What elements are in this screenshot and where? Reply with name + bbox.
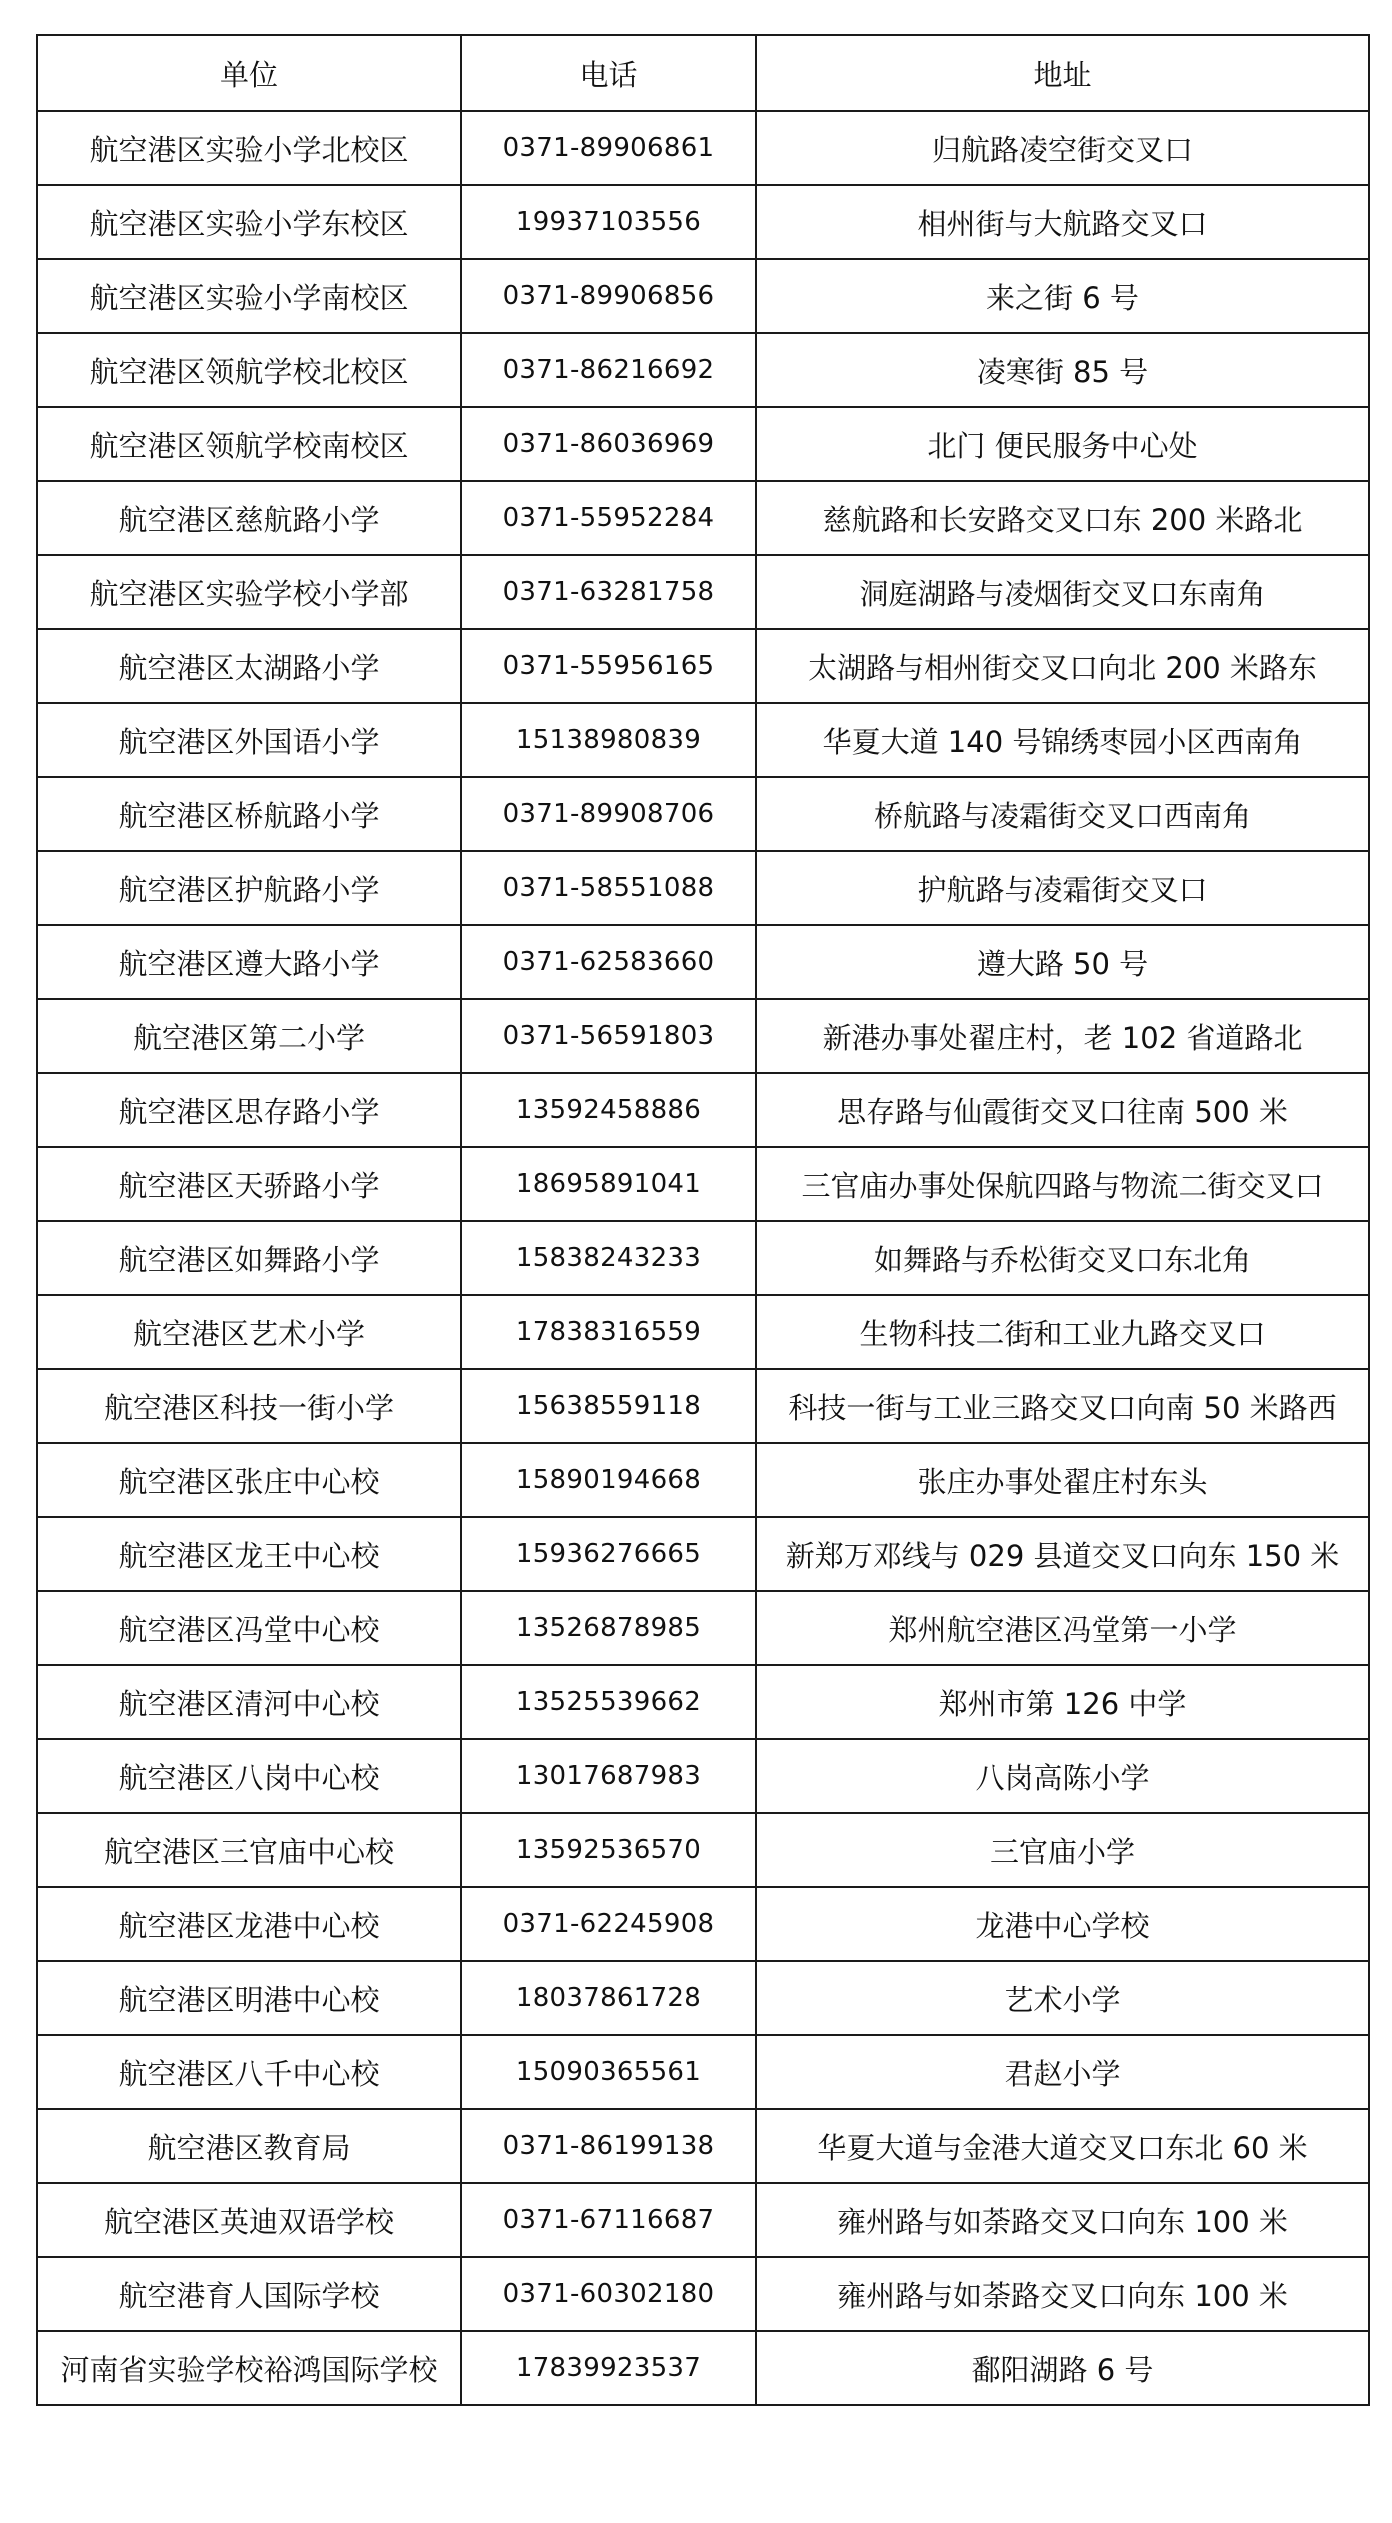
cell-address: 太湖路与相州街交叉口向北 200 米路东 [756, 629, 1369, 703]
header-address: 地址 [756, 35, 1369, 111]
cell-unit: 航空港区张庄中心校 [37, 1443, 461, 1517]
cell-address: 桥航路与凌霜街交叉口西南角 [756, 777, 1369, 851]
cell-phone: 15890194668 [461, 1443, 756, 1517]
cell-unit: 航空港区八千中心校 [37, 2035, 461, 2109]
cell-unit: 航空港区实验小学东校区 [37, 185, 461, 259]
cell-phone: 0371-63281758 [461, 555, 756, 629]
table-row [37, 111, 1369, 185]
cell-phone: 0371-89906861 [461, 111, 756, 185]
cell-unit: 航空港区第二小学 [37, 999, 461, 1073]
cell-phone: 0371-55956165 [461, 629, 756, 703]
cell-address: 华夏大道 140 号锦绣枣园小区西南角 [756, 703, 1369, 777]
cell-phone: 17838316559 [461, 1295, 756, 1369]
cell-address: 华夏大道与金港大道交叉口东北 60 米 [756, 2109, 1369, 2183]
cell-phone: 0371-56591803 [461, 999, 756, 1073]
cell-unit: 航空港区遵大路小学 [37, 925, 461, 999]
cell-phone: 13525539662 [461, 1665, 756, 1739]
cell-unit: 航空港区龙王中心校 [37, 1517, 461, 1591]
cell-address: 来之街 6 号 [756, 259, 1369, 333]
table-row [37, 2257, 1369, 2331]
table-row [37, 481, 1369, 555]
header-phone: 电话 [461, 35, 756, 111]
cell-phone: 0371-86199138 [461, 2109, 756, 2183]
cell-phone: 13592458886 [461, 1073, 756, 1147]
table-row [37, 629, 1369, 703]
cell-address: 郑州航空港区冯堂第一小学 [756, 1591, 1369, 1665]
table-row [37, 1961, 1369, 2035]
cell-phone: 0371-62245908 [461, 1887, 756, 1961]
table-row [37, 1665, 1369, 1739]
cell-unit: 航空港区太湖路小学 [37, 629, 461, 703]
cell-unit: 航空港区外国语小学 [37, 703, 461, 777]
cell-unit: 航空港区实验小学南校区 [37, 259, 461, 333]
cell-address: 归航路凌空街交叉口 [756, 111, 1369, 185]
table-row [37, 1517, 1369, 1591]
cell-phone: 15090365561 [461, 2035, 756, 2109]
cell-unit: 航空港区实验学校小学部 [37, 555, 461, 629]
cell-phone: 0371-55952284 [461, 481, 756, 555]
cell-address: 遵大路 50 号 [756, 925, 1369, 999]
cell-unit: 航空港区天骄路小学 [37, 1147, 461, 1221]
table-row [37, 999, 1369, 1073]
cell-address: 龙港中心学校 [756, 1887, 1369, 1961]
cell-address: 八岗高陈小学 [756, 1739, 1369, 1813]
cell-phone: 0371-89906856 [461, 259, 756, 333]
cell-address: 生物科技二街和工业九路交叉口 [756, 1295, 1369, 1369]
table-row [37, 407, 1369, 481]
table-row [37, 1739, 1369, 1813]
cell-unit: 航空港区桥航路小学 [37, 777, 461, 851]
table-row [37, 2331, 1369, 2405]
cell-phone: 17839923537 [461, 2331, 756, 2405]
cell-address: 慈航路和长安路交叉口东 200 米路北 [756, 481, 1369, 555]
table-row [37, 1073, 1369, 1147]
cell-unit: 航空港区领航学校北校区 [37, 333, 461, 407]
cell-phone: 0371-86036969 [461, 407, 756, 481]
cell-phone: 13526878985 [461, 1591, 756, 1665]
cell-unit: 航空港区英迪双语学校 [37, 2183, 461, 2257]
cell-address: 鄱阳湖路 6 号 [756, 2331, 1369, 2405]
cell-address: 三官庙小学 [756, 1813, 1369, 1887]
table-row [37, 703, 1369, 777]
cell-unit: 河南省实验学校裕鸿国际学校 [37, 2331, 461, 2405]
cell-address: 思存路与仙霞街交叉口往南 500 米 [756, 1073, 1369, 1147]
cell-unit: 航空港区艺术小学 [37, 1295, 461, 1369]
table-row [37, 777, 1369, 851]
cell-unit: 航空港区三官庙中心校 [37, 1813, 461, 1887]
table-row [37, 2183, 1369, 2257]
cell-address: 北门 便民服务中心处 [756, 407, 1369, 481]
cell-unit: 航空港区护航路小学 [37, 851, 461, 925]
cell-phone: 18695891041 [461, 1147, 756, 1221]
cell-phone: 0371-60302180 [461, 2257, 756, 2331]
cell-phone: 15638559118 [461, 1369, 756, 1443]
contact-table [36, 34, 1370, 2406]
table-row [37, 333, 1369, 407]
cell-unit: 航空港区明港中心校 [37, 1961, 461, 2035]
cell-phone: 0371-62583660 [461, 925, 756, 999]
cell-unit: 航空港区清河中心校 [37, 1665, 461, 1739]
table-row [37, 851, 1369, 925]
cell-address: 凌寒街 85 号 [756, 333, 1369, 407]
cell-unit: 航空港区如舞路小学 [37, 1221, 461, 1295]
table-row [37, 259, 1369, 333]
cell-unit: 航空港区教育局 [37, 2109, 461, 2183]
table-row [37, 1369, 1369, 1443]
cell-address: 三官庙办事处保航四路与物流二街交叉口 [756, 1147, 1369, 1221]
cell-phone: 18037861728 [461, 1961, 756, 2035]
cell-phone: 15838243233 [461, 1221, 756, 1295]
cell-phone: 0371-89908706 [461, 777, 756, 851]
cell-phone: 15936276665 [461, 1517, 756, 1591]
table-row [37, 185, 1369, 259]
cell-address: 新郑万邓线与 029 县道交叉口向东 150 米 [756, 1517, 1369, 1591]
cell-phone: 0371-58551088 [461, 851, 756, 925]
cell-phone: 0371-67116687 [461, 2183, 756, 2257]
table-row [37, 925, 1369, 999]
cell-unit: 航空港区慈航路小学 [37, 481, 461, 555]
table-row [37, 1443, 1369, 1517]
cell-address: 新港办事处翟庄村，老 102 省道路北 [756, 999, 1369, 1073]
cell-address: 君赵小学 [756, 2035, 1369, 2109]
cell-unit: 航空港区冯堂中心校 [37, 1591, 461, 1665]
cell-phone: 19937103556 [461, 185, 756, 259]
cell-phone: 13592536570 [461, 1813, 756, 1887]
cell-address: 雍州路与如荼路交叉口向东 100 米 [756, 2257, 1369, 2331]
cell-phone: 15138980839 [461, 703, 756, 777]
cell-address: 护航路与凌霜街交叉口 [756, 851, 1369, 925]
table-row [37, 1591, 1369, 1665]
table-row [37, 1221, 1369, 1295]
header-unit: 单位 [37, 35, 461, 111]
cell-unit: 航空港区实验小学北校区 [37, 111, 461, 185]
cell-address: 洞庭湖路与凌烟街交叉口东南角 [756, 555, 1369, 629]
cell-address: 科技一街与工业三路交叉口向南 50 米路西 [756, 1369, 1369, 1443]
cell-address: 雍州路与如荼路交叉口向东 100 米 [756, 2183, 1369, 2257]
table-header-row [37, 35, 1369, 111]
cell-address: 郑州市第 126 中学 [756, 1665, 1369, 1739]
cell-phone: 13017687983 [461, 1739, 756, 1813]
cell-unit: 航空港区龙港中心校 [37, 1887, 461, 1961]
cell-unit: 航空港育人国际学校 [37, 2257, 461, 2331]
cell-unit: 航空港区领航学校南校区 [37, 407, 461, 481]
cell-phone: 0371-86216692 [461, 333, 756, 407]
cell-address: 如舞路与乔松街交叉口东北角 [756, 1221, 1369, 1295]
table-body [37, 111, 1369, 2405]
table-row [37, 555, 1369, 629]
cell-unit: 航空港区科技一街小学 [37, 1369, 461, 1443]
contact-table-container [36, 34, 1368, 2406]
table-row [37, 2035, 1369, 2109]
table-row [37, 2109, 1369, 2183]
cell-address: 相州街与大航路交叉口 [756, 185, 1369, 259]
cell-address: 艺术小学 [756, 1961, 1369, 2035]
cell-unit: 航空港区八岗中心校 [37, 1739, 461, 1813]
cell-address: 张庄办事处翟庄村东头 [756, 1443, 1369, 1517]
table-row [37, 1887, 1369, 1961]
cell-unit: 航空港区思存路小学 [37, 1073, 461, 1147]
table-row [37, 1295, 1369, 1369]
table-row [37, 1813, 1369, 1887]
table-row [37, 1147, 1369, 1221]
